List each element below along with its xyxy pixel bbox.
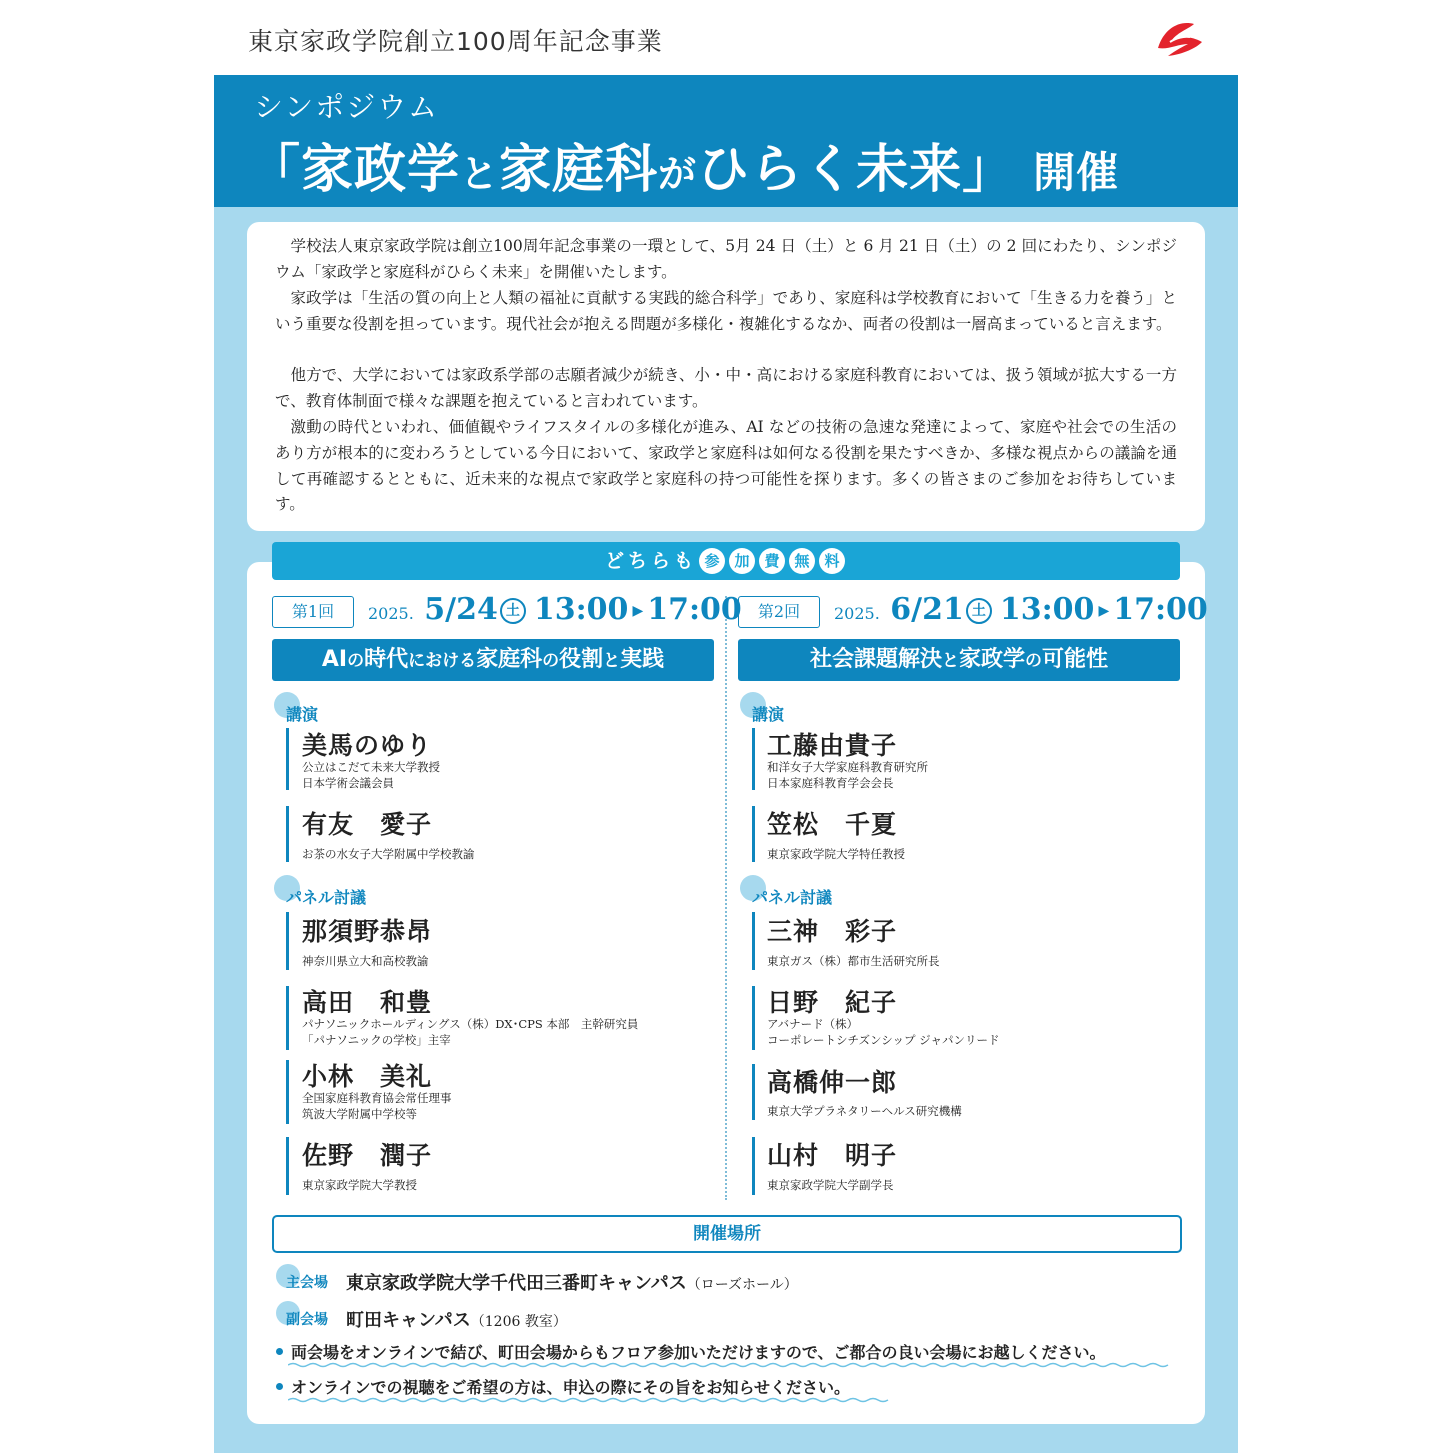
panelist-name: 佐野 潤子 xyxy=(302,1141,433,1170)
panelist-affiliation: アバナード（株） コーポレートシチズンシップ ジャパンリード xyxy=(767,1017,1000,1047)
speaker-marker xyxy=(752,728,755,790)
symposium-label: シンポジウム xyxy=(254,90,439,124)
speaker-marker xyxy=(752,806,755,862)
speaker-name: 工藤由貴子 xyxy=(767,731,898,760)
speaker-marker xyxy=(286,728,289,790)
bullet-icon xyxy=(276,1383,283,1390)
speaker-name: 美馬のゆり xyxy=(302,731,433,760)
panelist-name: 小林 美礼 xyxy=(302,1062,433,1091)
school-logo-icon xyxy=(1150,18,1210,60)
panelist-name: 高田 和豊 xyxy=(302,988,433,1017)
wave-underline-icon xyxy=(288,1362,1174,1368)
panelist-affiliation: パナソニックホールディングス（株）DX･CPS 本部 主幹研究員 「パナソニックの学校」主宰 xyxy=(302,1017,639,1047)
panelist-affiliation: 神奈川県立大和高校教諭 xyxy=(302,954,429,968)
title-band xyxy=(214,75,1238,207)
panelist-affiliation: 東京ガス（株）都市生活研究所長 xyxy=(767,954,940,968)
panelist-name: 日野 紀子 xyxy=(767,988,898,1017)
panelist-affiliation: 東京大学プラネタリーヘルス研究機構 xyxy=(767,1104,962,1118)
session-1-lecture-label: 講演 xyxy=(286,702,318,725)
main-venue-name: 東京家政学院大学千代田三番町キャンパス（ローズホール） xyxy=(346,1273,798,1294)
online-viewing-note: オンラインでの視聴をご希望の方は、申込の際にその旨をお知らせください。 xyxy=(291,1378,851,1397)
intro-paragraph: 他方で、大学においては家政系学部の志願者減少が続き、小・中・高における家庭科教育においては、扱う領域が拡大する一方で、教育体制面で様々な課題を抱えていると言われています。 xyxy=(275,366,1177,410)
speaker-affiliation: 東京家政学院大学特任教授 xyxy=(767,847,905,861)
speaker-name: 有友 愛子 xyxy=(302,810,433,839)
session-2-badge: 第2回 xyxy=(738,596,820,628)
speaker-marker xyxy=(286,912,289,970)
intro-paragraph: 学校法人東京家政学院は創立100周年記念事業の一環として、5月 24 日（土）と 6 月 21 日（土）の 2 回にわたり、シンポジウム「家政学と家庭科がひらく未来」を開催いたします。 xyxy=(275,237,1177,281)
online-note: 両会場をオンラインで結び、町田会場からもフロア参加いただけますので、ご都合の良い会場にお越しください。 xyxy=(291,1343,1106,1362)
speaker-marker xyxy=(286,806,289,862)
intro-text-box xyxy=(247,222,1205,531)
speaker-affiliation: お茶の水女子大学附属中学校教諭 xyxy=(302,847,475,861)
session-1-title: AIの時代における家庭科の役割と実践 xyxy=(272,639,714,681)
speaker-marker xyxy=(752,986,755,1050)
wave-underline-icon xyxy=(288,1397,894,1403)
panelist-affiliation: 東京家政学院大学教授 xyxy=(302,1178,417,1192)
session-1-panel-label: パネル討議 xyxy=(286,885,366,908)
session-2-panel-label: パネル討議 xyxy=(752,885,832,908)
page-title: 「家政学と家庭科がひらく未来」 開催 xyxy=(248,140,1120,200)
event-series-title: 東京家政学院創立100周年記念事業 xyxy=(248,27,663,56)
panelist-name: 那須野恭昂 xyxy=(302,917,433,946)
free-admission-banner: どちらも 参 加 費 無 料 xyxy=(272,542,1180,580)
panelist-name: 三神 彩子 xyxy=(767,917,898,946)
venue-heading: 開催場所 xyxy=(272,1215,1182,1253)
speaker-affiliation: 公立はこだて未来大学教授 日本学術会議会員 xyxy=(302,760,440,790)
panelist-affiliation: 東京家政学院大学副学長 xyxy=(767,1178,894,1192)
session-divider xyxy=(725,596,727,1200)
speaker-marker xyxy=(752,1064,755,1120)
sub-venue-name: 町田キャンパス（1206 教室） xyxy=(346,1310,567,1331)
bullet-icon xyxy=(276,1348,283,1355)
session-1-datetime: 2025. 5/24 土 13:00 ▶ 17:00 xyxy=(368,592,742,627)
speaker-name: 笠松 千夏 xyxy=(767,810,898,839)
speaker-marker xyxy=(286,1060,289,1124)
session-2-datetime: 2025. 6/21 土 13:00 ▶ 17:00 xyxy=(834,592,1208,627)
speaker-marker xyxy=(752,912,755,970)
panelist-affiliation: 全国家庭科教育協会常任理事 筑波大学附属中学校等 xyxy=(302,1091,452,1121)
speaker-marker xyxy=(752,1137,755,1195)
panelist-name: 高橋伸一郎 xyxy=(767,1068,898,1097)
speaker-marker xyxy=(286,986,289,1050)
panelist-name: 山村 明子 xyxy=(767,1141,898,1170)
session-2-title: 社会課題解決と家政学の可能性 xyxy=(738,639,1180,681)
intro-paragraph: 激動の時代といわれ、価値観やライフスタイルの多様化が進み、AI などの技術の急速な発達によって、家庭や社会での生活のあり方が根本的に変わろうとしている今日において、家政学と家庭科は如何なる役割を果たすべきか、多様な視点からの議論を通して再確認するとともに、近未来的な視点で家政学と家庭科の持つ可能性を探ります。多くの皆さまのご参加をお待ちしています。 xyxy=(275,418,1177,514)
intro-paragraph: 家政学は「生活の質の向上と人類の福祉に貢献する実践的総合科学」であり、家庭科は学校教育において「生きる力を養う」という重要な役割を担っています。現代社会が抱える問題が多様化・複雑化するなか、両者の役割は一層高まっていると言えます。 xyxy=(275,289,1177,333)
speaker-marker xyxy=(286,1137,289,1195)
speaker-affiliation: 和洋女子大学家庭科教育研究所 日本家庭科教育学会会長 xyxy=(767,760,928,790)
main-venue-label: 主会場 xyxy=(286,1272,328,1292)
session-2-lecture-label: 講演 xyxy=(752,702,784,725)
session-1-badge: 第1回 xyxy=(272,596,354,628)
sub-venue-label: 副会場 xyxy=(286,1309,328,1329)
